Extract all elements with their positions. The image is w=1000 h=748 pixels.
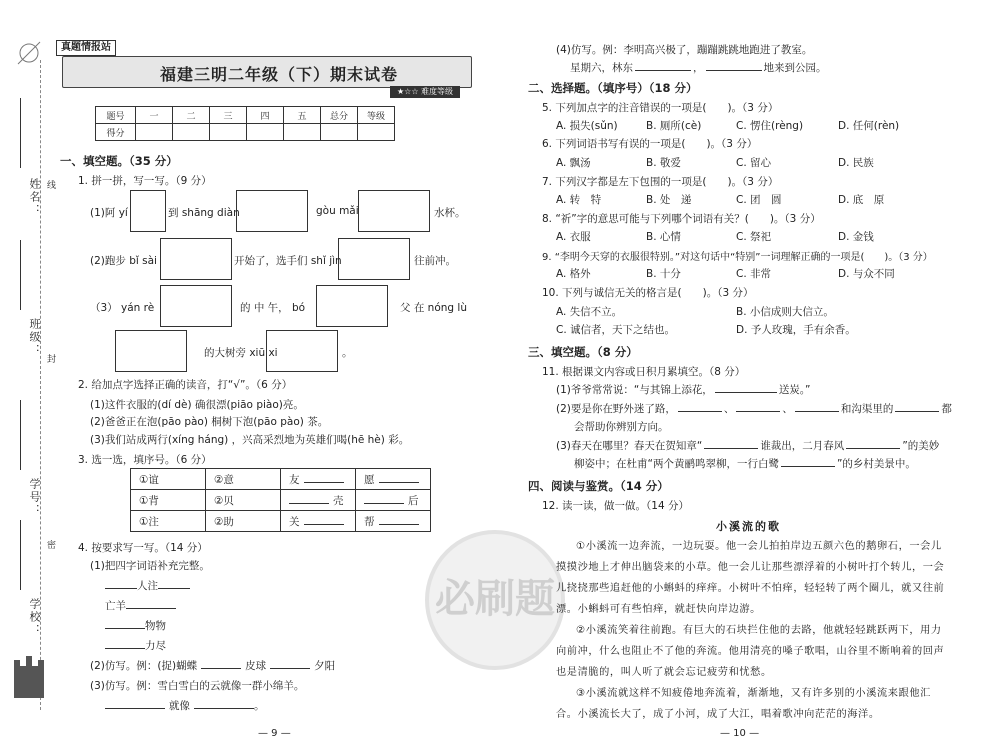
option-a[interactable]: A. 转 特 xyxy=(556,194,602,206)
q1a-text: gòu mǎi xyxy=(316,205,359,217)
table-cell: ①背 xyxy=(131,490,206,511)
school-label: 学校： xyxy=(28,598,41,637)
option-c[interactable]: C. 团 圆 xyxy=(736,194,782,206)
q2-title: 2. 给加点字选择正确的读音，打“√”。（6 分） xyxy=(78,379,293,391)
q1d-text: 的大树旁 xiū xi xyxy=(204,347,278,359)
score-input[interactable] xyxy=(284,124,321,141)
q1c-text: 的 中 午， bó xyxy=(240,302,306,314)
table-row xyxy=(131,490,431,511)
table-cell: ②意 xyxy=(206,469,281,490)
class-label: 班级： xyxy=(28,318,41,357)
q11c-line: (3)春天在哪里？春天在贺知章“ 谁裁出，二月春风 ”的美妙 xyxy=(556,440,940,452)
table-cell[interactable] xyxy=(356,511,431,532)
table-row xyxy=(131,469,431,490)
title-tag: 真题情报站 xyxy=(56,40,116,56)
watermark-logo: 必刷题 xyxy=(425,530,565,670)
q1c-text: 父 在 nóng lù xyxy=(400,302,467,314)
writing-grid[interactable] xyxy=(358,190,430,232)
score-input[interactable] xyxy=(358,124,395,141)
option-a[interactable]: A. 飘汤 xyxy=(556,157,591,169)
q4a-title: (1)把四字词语补充完整。 xyxy=(90,560,210,572)
q4c-title: (3)仿写。例：雪白雪白的云就像一群小绵羊。 xyxy=(90,680,305,692)
q4c-line: 就像 。 xyxy=(105,698,265,713)
option-b[interactable]: B. 厕所(cè) xyxy=(646,120,702,132)
class-line xyxy=(20,240,21,310)
q9-title: 9. “李明今天穿的衣服很特别。”对这句话中“特别”一词理解正确的一项是( )。（3 分） xyxy=(542,252,933,263)
score-input[interactable] xyxy=(173,124,210,141)
idiom-row: 物物 xyxy=(105,618,166,633)
cell-word: 友 xyxy=(289,473,300,486)
q2-line: (3)我们站成两行(xíng háng) ，兴高采烈地为英雄们喝(hē hè) 彩。 xyxy=(90,434,410,446)
table-cell: ②助 xyxy=(206,511,281,532)
option-a[interactable]: A. 损失(sǔn) xyxy=(556,120,618,132)
number-label: 学号： xyxy=(28,478,41,517)
page-title: 福建三明二年级（下）期末试卷 xyxy=(160,65,399,84)
table-cell: 二 xyxy=(173,107,210,124)
option-d[interactable]: D. 金钱 xyxy=(838,231,874,243)
option-c[interactable]: C. 留心 xyxy=(736,157,772,169)
option-b[interactable]: B. 小信成则大信立。 xyxy=(736,306,834,318)
section-1-title: 一、填空题。（35 分） xyxy=(60,154,178,168)
seal-mark: 封 xyxy=(45,354,55,365)
q7-title: 7. 下列汉字都是左下包围的一项是( )。（3 分） xyxy=(542,176,779,188)
option-b[interactable]: B. 处 递 xyxy=(646,194,692,206)
option-b[interactable]: B. 十分 xyxy=(646,268,681,280)
writing-grid[interactable] xyxy=(266,330,338,372)
writing-grid[interactable] xyxy=(338,238,410,280)
name-label: 姓名： xyxy=(28,178,41,217)
section-3-title: 三、填空题。（8 分） xyxy=(528,345,638,359)
number-line xyxy=(20,400,21,470)
option-d[interactable]: D. 民族 xyxy=(838,157,874,169)
cell-word: 后 xyxy=(408,494,419,507)
page-number-left: — 9 — xyxy=(258,728,291,739)
table-cell[interactable] xyxy=(281,490,356,511)
compass-icon xyxy=(14,38,44,68)
q1a-text: 水杯。 xyxy=(434,207,466,219)
line-mark: 线 xyxy=(45,180,55,191)
table-cell: 等级 xyxy=(358,107,395,124)
table-cell[interactable] xyxy=(281,469,356,490)
section-4-title: 四、阅读与鉴赏。（14 分） xyxy=(528,479,669,493)
q1a-text: (1)阿 yí xyxy=(90,207,128,219)
table-cell: 三 xyxy=(210,107,247,124)
writing-grid[interactable] xyxy=(160,238,232,280)
writing-grid[interactable] xyxy=(130,190,166,232)
cell-word: 壳 xyxy=(333,494,344,507)
option-d[interactable]: D. 予人玫瑰，手有余香。 xyxy=(736,324,856,336)
writing-grid[interactable] xyxy=(316,285,388,327)
option-c[interactable]: C. 诚信者，天下之结也。 xyxy=(556,324,676,336)
writing-grid[interactable] xyxy=(160,285,232,327)
q6-title: 6. 下列词语书写有误的一项是( )。（3 分） xyxy=(542,138,758,150)
q2-line: (2)爸爸正在泡(pāo pào) 桐树下泡(pāo pào) 茶。 xyxy=(90,416,329,428)
q8-title: 8. “祈”字的意思可能与下列哪个词语有关？( )。（3 分） xyxy=(542,213,821,225)
castle-icon xyxy=(12,640,46,700)
writing-grid[interactable] xyxy=(115,330,187,372)
option-a[interactable]: A. 失信不立。 xyxy=(556,306,623,318)
score-input[interactable] xyxy=(210,124,247,141)
option-a[interactable]: A. 格外 xyxy=(556,268,591,280)
q4d-title: (4)仿写。例：李明高兴极了，蹦蹦跳跳地跑进了教室。 xyxy=(556,44,813,56)
score-row xyxy=(96,124,395,141)
score-input[interactable] xyxy=(247,124,284,141)
q4b-line: (2)仿写。例：(捉)蝴蝶 皮球 夕阳 xyxy=(90,660,336,672)
table-row xyxy=(131,511,431,532)
table-cell: 一 xyxy=(136,107,173,124)
option-c[interactable]: C. 祭祀 xyxy=(736,231,772,243)
writing-grid[interactable] xyxy=(236,190,308,232)
idiom-row: 亡羊 xyxy=(105,598,176,613)
option-d[interactable]: D. 与众不同 xyxy=(838,268,895,280)
q1d-text: 。 xyxy=(342,347,353,359)
q1b-text: 开始了，选手们 shǐ jìn xyxy=(234,255,342,267)
option-d[interactable]: D. 任何(rèn) xyxy=(838,120,900,132)
option-b[interactable]: B. 心情 xyxy=(646,231,681,243)
cell-word: 关 xyxy=(289,515,300,528)
q1a-text: 到 shāng diàn xyxy=(168,207,240,219)
story-title: 小溪流的歌 xyxy=(716,520,781,533)
table-cell: 总分 xyxy=(321,107,358,124)
table-cell: ①注 xyxy=(131,511,206,532)
page-number-right: — 10 — xyxy=(720,728,760,739)
table-cell[interactable] xyxy=(356,469,431,490)
table-cell: ①谊 xyxy=(131,469,206,490)
q1c-text: （3） yán rè xyxy=(90,302,155,314)
option-b[interactable]: B. 敬爱 xyxy=(646,157,681,169)
story-paragraph-1: ①小溪流一边奔流，一边玩耍。他一会儿拍拍岸边五颜六色的鹅卵石，一会儿摸摸沙地上才伸出脑袋来的小草。他一会儿让那些漂浮着的小树叶打个转儿，一会儿挠挠那些追赶他的小蝌蚪的痒痒。小树叶不怕痒，轻轻转了两个圈儿，就又往前漂。小蝌蚪可有些怕痒，就赶快向岸边游。 xyxy=(556,541,945,615)
score-header-row xyxy=(96,107,395,124)
q5-title: 5. 下列加点字的注音错误的一项是( )。（3 分） xyxy=(542,102,779,114)
story-paragraph-2: ②小溪流笑着往前跑。有巨大的石块拦住他的去路，他就轻轻跳跃两下，用力向前冲，什么也阻止不了他的奔流。他用清亮的嗓子歌唱，山谷里不断响着的回声也是清脆的，叫人听了就会忘记疲劳和忧愁。 xyxy=(556,625,945,678)
secret-mark: 密 xyxy=(45,540,55,551)
q11c-line2: 柳姿中；在杜甫“两个黄鹂鸣翠柳，一行白鹭 ”的乡村美景中。 xyxy=(574,458,916,470)
q1b-text: 往前冲。 xyxy=(414,255,456,267)
q11b-line: (2)要是你在野外迷了路， 、 、 和沟渠里的 都 xyxy=(556,403,952,415)
idiom-row: 力尽 xyxy=(105,638,166,653)
idiom-row: 人注 xyxy=(105,578,190,593)
score-table xyxy=(95,106,395,141)
score-input[interactable] xyxy=(321,124,358,141)
option-c[interactable]: C. 愣住(rèng) xyxy=(736,120,804,132)
binding-strip xyxy=(0,0,55,748)
q11-title: 11. 根据课文内容或日积月累填空。（8 分） xyxy=(542,366,746,378)
table-cell: 五 xyxy=(284,107,321,124)
q11a-line: (1)爷爷常常说：“与其锦上添花， 送炭。” xyxy=(556,384,811,396)
q3-table xyxy=(130,468,431,532)
table-cell: 得分 xyxy=(96,124,136,141)
q3-title: 3. 选一选，填序号。（6 分） xyxy=(78,454,212,466)
table-cell[interactable] xyxy=(281,511,356,532)
section-2-title: 二、选择题。（填序号）（18 分） xyxy=(528,81,698,95)
school-line xyxy=(20,520,21,590)
q4d-line: 星期六，林东 ， 地来到公园。 xyxy=(570,62,827,74)
option-a[interactable]: A. 衣服 xyxy=(556,231,591,243)
table-cell: 四 xyxy=(247,107,284,124)
difficulty-badge: ★☆☆ 难度等级 xyxy=(390,86,460,98)
option-d[interactable]: D. 底 原 xyxy=(838,194,885,206)
q11b-line2: 会帮助你辨别方向。 xyxy=(574,421,669,433)
q1-title: 1. 拼一拼，写一写。（9 分） xyxy=(78,175,212,187)
story-paragraph-3: ③小溪流就这样不知疲倦地奔流着，渐渐地，又有许多别的小溪流来跟他汇合。小溪流长大了，成了小河，成了大江，唱着歌冲向茫茫的海洋。 xyxy=(556,688,931,720)
name-line xyxy=(20,98,21,168)
cell-word: 愿 xyxy=(364,473,375,486)
q2-line: (1)这件衣服的(dí dè) 确很漂(piāo piào)亮。 xyxy=(90,399,304,411)
q12-title: 12. 读一读，做一做。（14 分） xyxy=(542,500,689,512)
table-cell: 题号 xyxy=(96,107,136,124)
table-cell: ②贝 xyxy=(206,490,281,511)
score-input[interactable] xyxy=(136,124,173,141)
q10-title: 10. 下列与诚信无关的格言是( )。（3 分） xyxy=(542,287,754,299)
option-c[interactable]: C. 非常 xyxy=(736,268,772,280)
cell-word: 帮 xyxy=(364,515,375,528)
q4-title: 4. 按要求写一写。（14 分） xyxy=(78,542,208,554)
q1b-text: (2)跑步 bǐ sài xyxy=(90,255,157,267)
table-cell[interactable] xyxy=(356,490,431,511)
